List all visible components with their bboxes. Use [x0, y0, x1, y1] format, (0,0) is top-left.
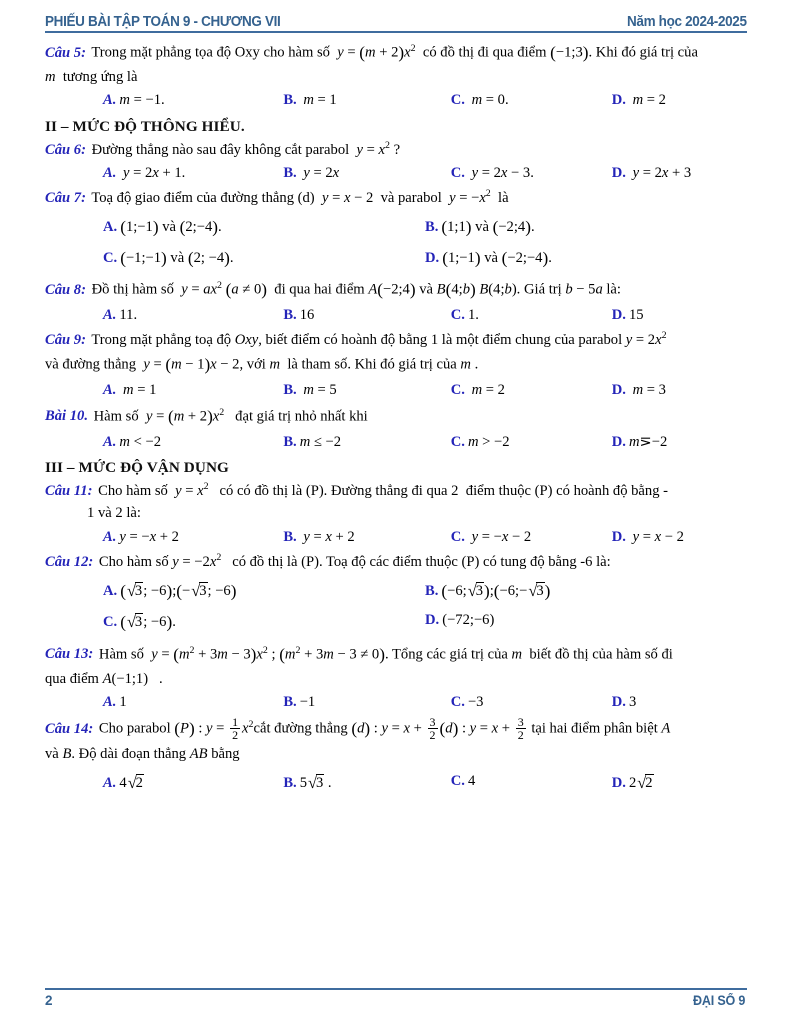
answer-letter: D.: [611, 528, 626, 545]
question-9-text: Câu 9: Trong mặt phẳng toạ độ Oxy, biết điểm có hoành độ bằng 1 là một điểm chung của parabol $y = 2x^2$: [45, 330, 667, 349]
section-heading-2: II – MỨC ĐỘ THÔNG HIỂU.: [45, 117, 245, 135]
answer-letter: B.: [283, 92, 297, 109]
answer-letter: D.: [611, 164, 626, 181]
question-5-text: Câu 5: Trong mặt phẳng tọa độ Oxy cho hàm số $y = (m + 2)x^2$ có đồ thị đi qua điểm (−1;3). Khi đó giá trị của: [45, 42, 698, 62]
question-12-answers-row2: [45, 610, 747, 635]
answer-letter: B.: [283, 307, 297, 324]
answer-option-c[interactable]: C. 4: [450, 772, 476, 789]
question-7: [45, 187, 747, 271]
answer-letter: B.: [283, 694, 297, 710]
answer-option-a[interactable]: A. m < −2: [103, 434, 161, 451]
answer-option-a[interactable]: A. m = −1.: [103, 92, 165, 109]
answer-option-b[interactable]: B. (−6;√3);(−6;−√3): [425, 580, 551, 601]
answer-letter: D.: [611, 381, 626, 398]
question-5-answers: [45, 90, 747, 111]
answer-option-b[interactable]: B. 5√3 .: [283, 772, 332, 792]
question-7-label: Câu 7:: [45, 189, 86, 206]
answer-letter: A.: [103, 434, 117, 451]
answer-letter: C.: [450, 164, 465, 181]
footer-row: [45, 993, 747, 1008]
answer-option-c[interactable]: C. −3: [450, 694, 484, 710]
answer-option-c[interactable]: C. 1.: [450, 307, 479, 324]
answer-letter: C.: [450, 694, 465, 710]
answer-option-d[interactable]: D. (−72;−6): [425, 612, 495, 629]
question-14-label: Câu 14:: [45, 720, 94, 737]
answer-option-b[interactable]: B. m = 1: [283, 92, 337, 109]
answer-letter: C.: [450, 528, 465, 545]
question-9-text-line2: và đường thẳng y = (m − 1)x − 2, với m là tham số. Khi đó giá trị của m .: [45, 354, 479, 374]
question-5: [45, 40, 747, 112]
answer-option-a[interactable]: A. (√3; −6);(−√3; −6): [103, 580, 237, 601]
document-footer: [45, 988, 747, 1008]
answer-option-d[interactable]: D. m = 3: [611, 381, 666, 398]
page-number: 2: [45, 993, 53, 1008]
question-7-text: Câu 7: Toạ độ giao điểm của đường thẳng (d) y = x − 2 và parabol $y = -x^2$ là: [45, 187, 509, 206]
question-7-answers-row2: [45, 246, 747, 271]
answer-letter: D.: [425, 249, 440, 266]
answer-option-c[interactable]: C. y = 2x − 3.: [450, 164, 534, 181]
answer-letter: A.: [103, 92, 117, 109]
question-9-answers: [45, 380, 747, 401]
answer-option-d[interactable]: D. m = 2: [611, 92, 666, 109]
question-14-text-line2: và B. Độ dài đoạn thẳng AB bằng: [45, 745, 240, 762]
answer-letter: D.: [611, 694, 626, 710]
answer-letter: B.: [283, 164, 297, 181]
question-5-label: Câu 5:: [45, 44, 86, 61]
answer-letter: A.: [103, 582, 118, 599]
question-13-text: Câu 13: Hàm số $y = (m^2 + 3m - 3)x^2$ ; $(m^2 + 3m - 3 \ne 0)$. Tổng các giá trị của m biết đồ thị của hàm số đi: [45, 644, 673, 664]
answer-letter: A.: [103, 164, 117, 181]
footer-subject: ĐẠI SỐ 9: [692, 993, 746, 1008]
question-9: [45, 329, 747, 401]
answer-option-c[interactable]: C. m > −2: [450, 434, 510, 451]
answer-letter: D.: [611, 307, 626, 324]
answer-letter: B.: [425, 582, 439, 599]
answer-option-c[interactable]: C. m = 2: [450, 381, 505, 398]
question-10-answers: [45, 432, 747, 453]
answer-letter: C.: [103, 614, 118, 631]
question-6-text: Câu 6: Đường thẳng nào sau đây không cắt parabol $y = x^2$ ?: [45, 139, 401, 158]
answer-option-a[interactable]: A. 11.: [103, 307, 138, 324]
answer-option-d[interactable]: D. 2√2: [611, 772, 653, 792]
question-5-text-line2: m tương ứng là: [45, 69, 138, 86]
answer-option-b[interactable]: B. (1;1) và (−2;4).: [425, 217, 535, 237]
answer-option-c[interactable]: C. (√3; −6).: [103, 612, 176, 632]
question-8-answers: [45, 305, 747, 326]
answer-letter: C.: [450, 381, 465, 398]
question-14: [45, 716, 747, 794]
header-title-left: PHIẾU BÀI TẬP TOÁN 9 - CHƯƠNG VII: [45, 14, 281, 30]
answer-option-a[interactable]: A. m = 1: [103, 381, 157, 398]
answer-option-a[interactable]: A. 4√2: [103, 772, 143, 792]
question-8-text: Câu 8: Đồ thị hàm số $y = ax^2$ (a ≠ 0) đi qua hai điểm A(−2;4) và B(4;b) B(4;b). Giá trị b − 5a là:: [45, 279, 621, 299]
answer-letter: B.: [283, 381, 297, 398]
question-13-label: Câu 13:: [45, 646, 94, 663]
question-11-answers: [45, 527, 747, 548]
question-12: [45, 551, 747, 636]
question-9-label: Câu 9:: [45, 332, 86, 349]
answer-letter: B.: [425, 218, 439, 235]
question-6: [45, 139, 747, 184]
answer-option-b[interactable]: B. 16: [283, 307, 315, 324]
answer-option-b[interactable]: B. y = x + 2: [283, 528, 355, 545]
question-8: [45, 277, 747, 326]
answer-option-d[interactable]: D. y = 2x + 3: [611, 164, 692, 181]
answer-letter: C.: [103, 249, 118, 266]
answer-letter: C.: [450, 307, 465, 324]
question-12-label: Câu 12:: [45, 553, 94, 570]
answer-option-c[interactable]: C. m = 0.: [450, 92, 509, 109]
answer-letter: A.: [103, 774, 117, 791]
answer-option-d[interactable]: D. 3: [611, 694, 637, 710]
question-11: [45, 480, 747, 548]
answer-option-c[interactable]: C. (−1;−1) và (2; −4).: [103, 248, 234, 267]
question-10-text: Bài 10. Hàm số $y = (m + 2)x^2$ đạt giá trị nhỏ nhất khi: [45, 406, 368, 426]
answer-letter: D.: [611, 92, 626, 109]
question-12-answers-row1: [45, 579, 747, 604]
answer-letter: B.: [283, 774, 297, 791]
answer-letter: A.: [103, 381, 117, 398]
question-6-label: Câu 6:: [45, 141, 86, 158]
question-13-text-line2: qua điểm A(−1;1) .: [45, 670, 163, 687]
footer-divider: [45, 988, 747, 990]
answer-option-a[interactable]: A. y = 2x + 1.: [103, 164, 186, 181]
answer-option-b[interactable]: B. m ≤ −2: [283, 434, 342, 451]
answer-option-c[interactable]: C. y = −x − 2: [450, 528, 532, 545]
question-12-text: Câu 12: Cho hàm số $y = -2x^2$ có đồ thị là (P). Toạ độ các điểm thuộc (P) có tung độ bằng -6 là:: [45, 551, 611, 570]
answer-option-d[interactable]: D. (1;−1) và (−2;−4).: [425, 248, 552, 267]
question-14-text: Câu 14: Cho parabol (P) : y = $\frac{1}{2}$ $x^2cắt$ đường thẳng (d) : y = x + $\frac{3}{2}$ (d) : y = x + $\frac{3}{2}$ tại hai điểm phân biệt A: [45, 714, 671, 743]
answer-option-d[interactable]: D. m⋝−2: [611, 434, 668, 451]
answer-letter: A.: [103, 694, 117, 710]
answer-option-d[interactable]: D. y = x − 2: [611, 528, 684, 545]
question-11-text-line2: 1 và 2 là:: [87, 505, 141, 522]
answer-letter: C.: [450, 772, 465, 789]
answer-letter: D.: [611, 434, 626, 451]
question-10: [45, 404, 747, 453]
question-11-label: Câu 11:: [45, 483, 93, 500]
answer-letter: B.: [283, 528, 297, 545]
question-10-label: Bài 10.: [45, 408, 88, 425]
answer-letter: A.: [103, 307, 117, 324]
answer-option-b[interactable]: B. m = 5: [283, 381, 337, 398]
answer-option-a[interactable]: A. y = −x + 2: [103, 528, 179, 545]
answer-letter: C.: [450, 434, 465, 451]
document-header: [45, 14, 747, 33]
question-14-answers: [45, 771, 747, 795]
section-heading-3: III – MỨC ĐỘ VẬN DỤNG: [45, 459, 229, 477]
question-13: [45, 642, 747, 714]
answer-letter: D.: [611, 774, 626, 791]
answer-letter: A.: [103, 218, 118, 235]
header-school-year: Năm học 2024-2025: [627, 14, 747, 30]
answer-letter: A.: [103, 528, 117, 545]
answer-letter: D.: [425, 612, 440, 629]
answer-option-a[interactable]: A. 1: [103, 694, 127, 710]
answer-letter: C.: [450, 92, 465, 109]
question-6-answers: [45, 163, 747, 184]
answer-option-d[interactable]: D. 15: [611, 307, 644, 324]
answer-option-b[interactable]: B. −1: [283, 694, 316, 710]
question-13-answers: [45, 692, 747, 713]
answer-option-b[interactable]: B. y = 2x: [283, 164, 340, 181]
answer-option-a[interactable]: A. (1;−1) và (2;−4).: [103, 217, 222, 237]
answer-letter: B.: [283, 434, 297, 451]
question-7-answers-row1: [45, 215, 747, 240]
question-8-label: Câu 8:: [45, 281, 86, 298]
question-11-text: Câu 11: Cho hàm số $y = x^2$ có có đồ thị là (P). Đường thẳng đi qua 2 điểm thuộc (P) có hoành độ bằng -: [45, 481, 669, 500]
